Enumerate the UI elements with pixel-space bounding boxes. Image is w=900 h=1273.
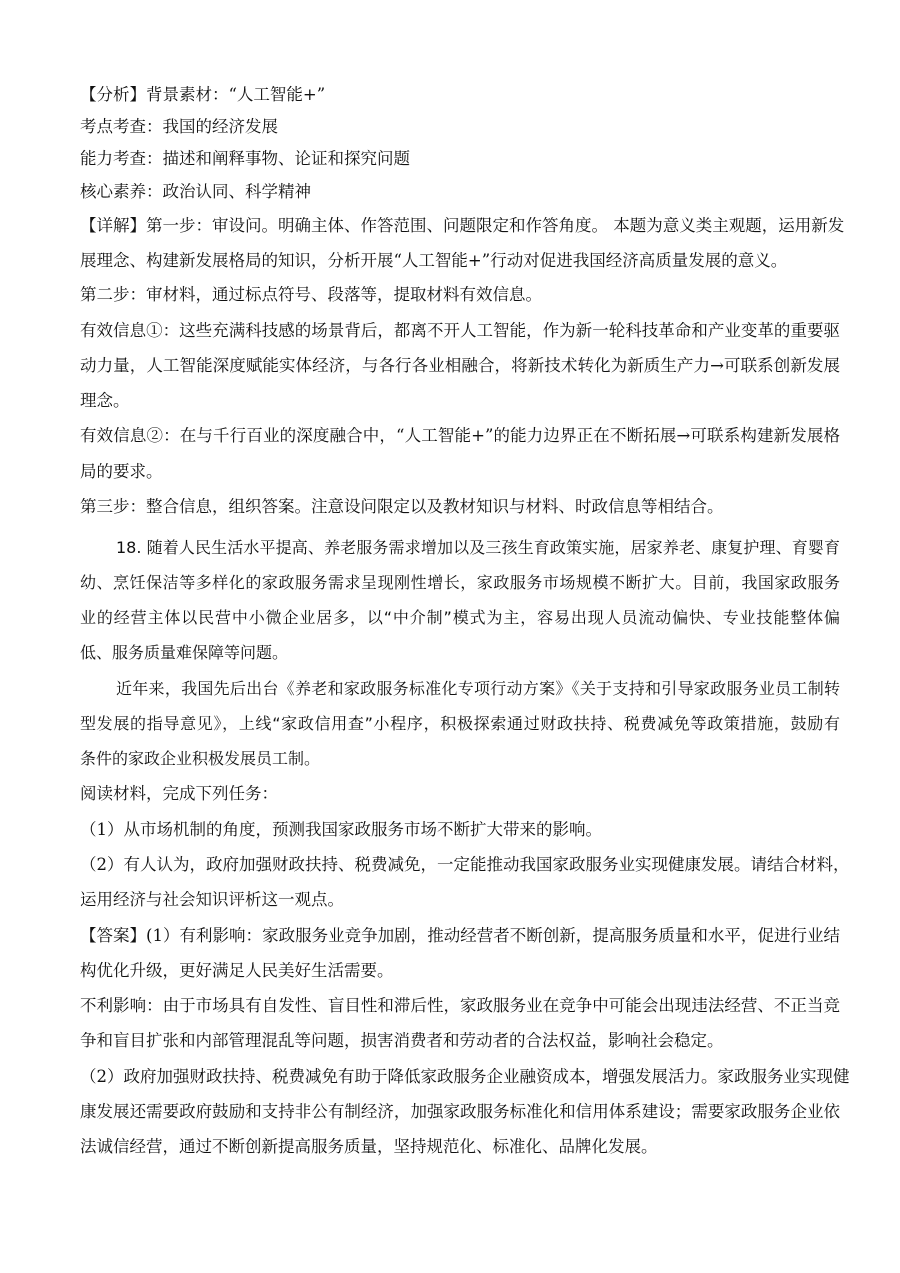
detail-line: 有效信息②：在与千行百业的深度融合中，“人工智能+”的能力边界正在不断拓展→可联系构建新发展格 xyxy=(80,426,840,445)
analysis-exam-point: 考点考查：我国的经济发展 xyxy=(80,117,278,136)
detail-line: 【详解】第一步：审设问。明确主体、作答范围、问题限定和作答角度。 本题为意义类主观题，运用新发 xyxy=(80,216,845,235)
detail-line: 第二步：审材料，通过标点符号、段落等，提取材料有效信息。 xyxy=(80,285,542,304)
question-18-material: 低、服务质量难保障等问题。 xyxy=(80,643,289,662)
answer-line: 康发展还需要政府鼓励和支持非公有制经济，加强家政服务标准化和信用体系建设；需要家政服务企业依 xyxy=(80,1102,840,1121)
question-18-material: 条件的家政企业积极发展员工制。 xyxy=(80,749,321,768)
detail-line: 动力量，人工智能深度赋能实体经济，与各行各业相融合，将新技术转化为新质生产力→可联系创新发展 xyxy=(80,356,840,375)
answer-line: 【答案】(1）有利影响：家政服务业竞争加剧，推动经营者不断创新，提高服务质量和水平，促进行业结 xyxy=(80,926,840,945)
answer-line: （2）政府加强财政扶持、税费减免有助于降低家政服务企业融资成本，增强发展活力。家政服务业实现健 xyxy=(80,1067,850,1086)
task-2: 运用经济与社会知识评析这一观点。 xyxy=(80,890,344,909)
detail-line: 展理念、构建新发展格局的知识，分析开展“人工智能+”行动对促进我国经济高质量发展的意义。 xyxy=(80,251,788,270)
detail-line: 理念。 xyxy=(80,391,130,410)
answer-line: 构优化升级，更好满足人民美好生活需要。 xyxy=(80,961,394,980)
detail-line: 第三步：整合信息，组织答案。注意设问限定以及教材知识与材料、时政信息等相结合。 xyxy=(80,497,724,516)
task-1: （1）从市场机制的角度，预测我国家政服务市场不断扩大带来的影响。 xyxy=(80,820,602,839)
answer-line: 争和盲目扩张和内部管理混乱等问题，损害消费者和劳动者的合法权益，影响社会稳定。 xyxy=(80,1031,724,1050)
detail-line: 局的要求。 xyxy=(80,462,163,481)
analysis-literacy: 核心素养：政治认同、科学精神 xyxy=(80,182,311,201)
analysis-ability: 能力考查：描述和阐释事物、论证和探究问题 xyxy=(80,149,410,168)
answer-line: 不利影响：由于市场具有自发性、盲目性和滞后性，家政服务业在竞争中可能会出现违法经营、不正当竞 xyxy=(80,996,840,1015)
question-18-material: 型发展的指导意见》，上线“家政信用查”小程序，积极探索通过财政扶持、税费减免等政策措施，鼓励有 xyxy=(80,714,840,733)
analysis-background: 【分析】背景素材：“人工智能+” xyxy=(80,85,326,104)
detail-line: 有效信息①：这些充满科技感的场景背后，都离不开人工智能，作为新一轮科技革命和产业变革的重要驱 xyxy=(80,321,840,340)
question-18-material: 幼、烹饪保洁等多样化的家政服务需求呈现刚性增长，家政服务市场规模不断扩大。目前，我国家政服务 xyxy=(80,573,840,592)
question-18-material: 近年来，我国先后出台《养老和家政服务标准化专项行动方案》《关于支持和引导家政服务业员工制转 xyxy=(116,679,840,698)
task-2: （2）有人认为，政府加强财政扶持、税费减免，一定能推动我国家政服务业实现健康发展。请结合材料， xyxy=(80,855,850,874)
question-18-material: 18. 随着人民生活水平提高、养老服务需求增加以及三孩生育政策实施，居家养老、康复护理、育婴育 xyxy=(116,538,840,557)
answer-line: 法诚信经营，通过不断创新提高服务质量，坚持规范化、标准化、品牌化发展。 xyxy=(80,1137,658,1156)
task-instruction: 阅读材料，完成下列任务： xyxy=(80,784,278,803)
question-18-material: 业的经营主体以民营中小微企业居多，以“中介制”模式为主，容易出现人员流动偏快、专业技能整体偏 xyxy=(80,608,840,627)
